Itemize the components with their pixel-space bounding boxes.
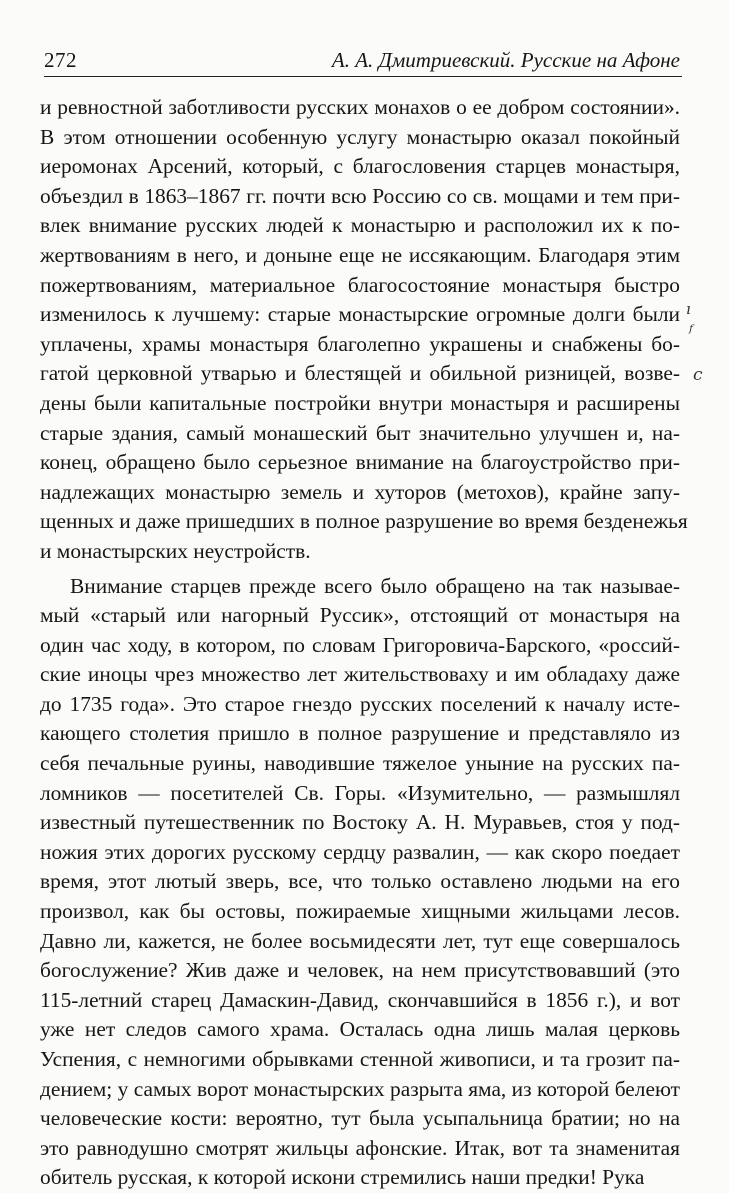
margin-note: с bbox=[693, 365, 703, 385]
paragraph bbox=[40, 572, 680, 1193]
text-line: и монастырских неустройств. bbox=[40, 538, 311, 563]
text-line: один час ходу, в котором, по словам Григоровича-Барского, «россий- bbox=[40, 632, 680, 657]
page-number: 272 bbox=[44, 48, 77, 72]
paragraph bbox=[40, 93, 688, 567]
text-line: объездил в 1863–1867 гг. почти всю Россию со св. мощами и тем при- bbox=[40, 183, 680, 208]
text-line: дением; у самых ворот монастырских разрыта яма, из которой белеют bbox=[40, 1076, 680, 1101]
text-line: щенных и даже пришедших в полное разрушение во время безденежья bbox=[40, 509, 688, 534]
margin-note: ı bbox=[686, 300, 691, 318]
margin-note: ᶠ bbox=[689, 322, 693, 342]
text-line: мый «старый или нагорный Руссик», отстоящий от монастыря на bbox=[40, 603, 680, 628]
text-line: известный путешественник по Востоку А. Н. Муравьев, стоя у под- bbox=[40, 810, 680, 835]
text-line: изменилось к лучшему: старые монастырские огромные долги были bbox=[40, 302, 680, 327]
running-header bbox=[44, 44, 682, 77]
text-line: кающего столетия пришло в полное разрушение и представляло из bbox=[40, 721, 680, 746]
text-line: пожертвованиям, материальное благосостояние монастыря быстро bbox=[40, 272, 680, 297]
running-title: А. А. Дмитриевский. Русские на Афоне bbox=[331, 48, 680, 72]
text-line: 115-летний старец Дамаскин-Давид, скончавшийся в 1856 г.), и вот bbox=[40, 987, 680, 1012]
text-line: дены были капитальные постройки внутри монастыря и расширены bbox=[40, 390, 680, 415]
text-line: В этом отношении особенную услугу монастырю оказал покойный bbox=[40, 124, 680, 149]
text-line: Успения, с немногими обрывками стенной живописи, и та грозит па- bbox=[40, 1047, 680, 1071]
text-line: старые здания, самый монашеский быт значительно улучшен и, на- bbox=[40, 420, 680, 445]
text-line: обитель русская, к которой искони стремились наши предки! Рука bbox=[40, 1165, 645, 1190]
text-line: и ревностной заботливости русских монахов о ее добром состоянии». bbox=[40, 95, 680, 119]
text-line: уже нет следов самого храма. Осталась одна лишь малая церковь bbox=[40, 1017, 680, 1042]
text-line: иеромонах Арсений, который, с благословения старцев монастыря, bbox=[40, 154, 680, 179]
text-line: ножия этих дорогих русскому сердцу развалин, — как скоро поедает bbox=[40, 839, 680, 864]
text-line: это равнодушно смотрят жильцы афонские. Итак, вот та знаменитая bbox=[40, 1135, 680, 1160]
text-line: Давно ли, кажется, не более восьмидесяти лет, тут еще совершалось bbox=[40, 928, 680, 953]
text-line: произвол, как бы остовы, пожираемые хищными жильцами лесов. bbox=[40, 899, 680, 924]
text-line: ские иноцы чрез множество лет жительствоваху и им обладаху даже bbox=[40, 662, 680, 687]
text-line: жертвованиям в него, и доныне еще не иссякающим. Благодаря этим bbox=[40, 242, 680, 267]
text-line: до 1735 года». Это старое гнездо русских поселений к началу исте- bbox=[40, 691, 680, 716]
text-line: ломников — посетителей Св. Горы. «Изумительно, — размышлял bbox=[40, 780, 680, 805]
body-text bbox=[40, 93, 688, 1193]
text-line: надлежащих монастырю земель и хуторов (метохов), крайне запу- bbox=[40, 479, 680, 504]
text-line: уплачены, храмы монастыря благолепно украшены и снабжены бо- bbox=[40, 331, 680, 356]
text-line: время, этот лютый зверь, все, что только оставлено людьми на его bbox=[40, 869, 680, 894]
text-line: гатой церковной утварью и блестящей и обильной ризницей, возве- bbox=[40, 361, 680, 386]
text-line: человеческие кости: вероятно, тут была усыпальница братии; но на bbox=[40, 1106, 680, 1131]
text-line: богослужение? Жив даже и человек, на нем присутствовавший (это bbox=[40, 958, 680, 983]
text-line: влек внимание русских людей к монастырю и расположил их к по- bbox=[40, 213, 680, 238]
text-line: Внимание старцев прежде всего было обращено на так называе- bbox=[70, 573, 680, 598]
text-line: себя печальные руины, наводившие тяжелое уныние на русских па- bbox=[40, 751, 680, 776]
text-line: конец, обращено было серьезное внимание на благоустройство при- bbox=[40, 450, 680, 475]
